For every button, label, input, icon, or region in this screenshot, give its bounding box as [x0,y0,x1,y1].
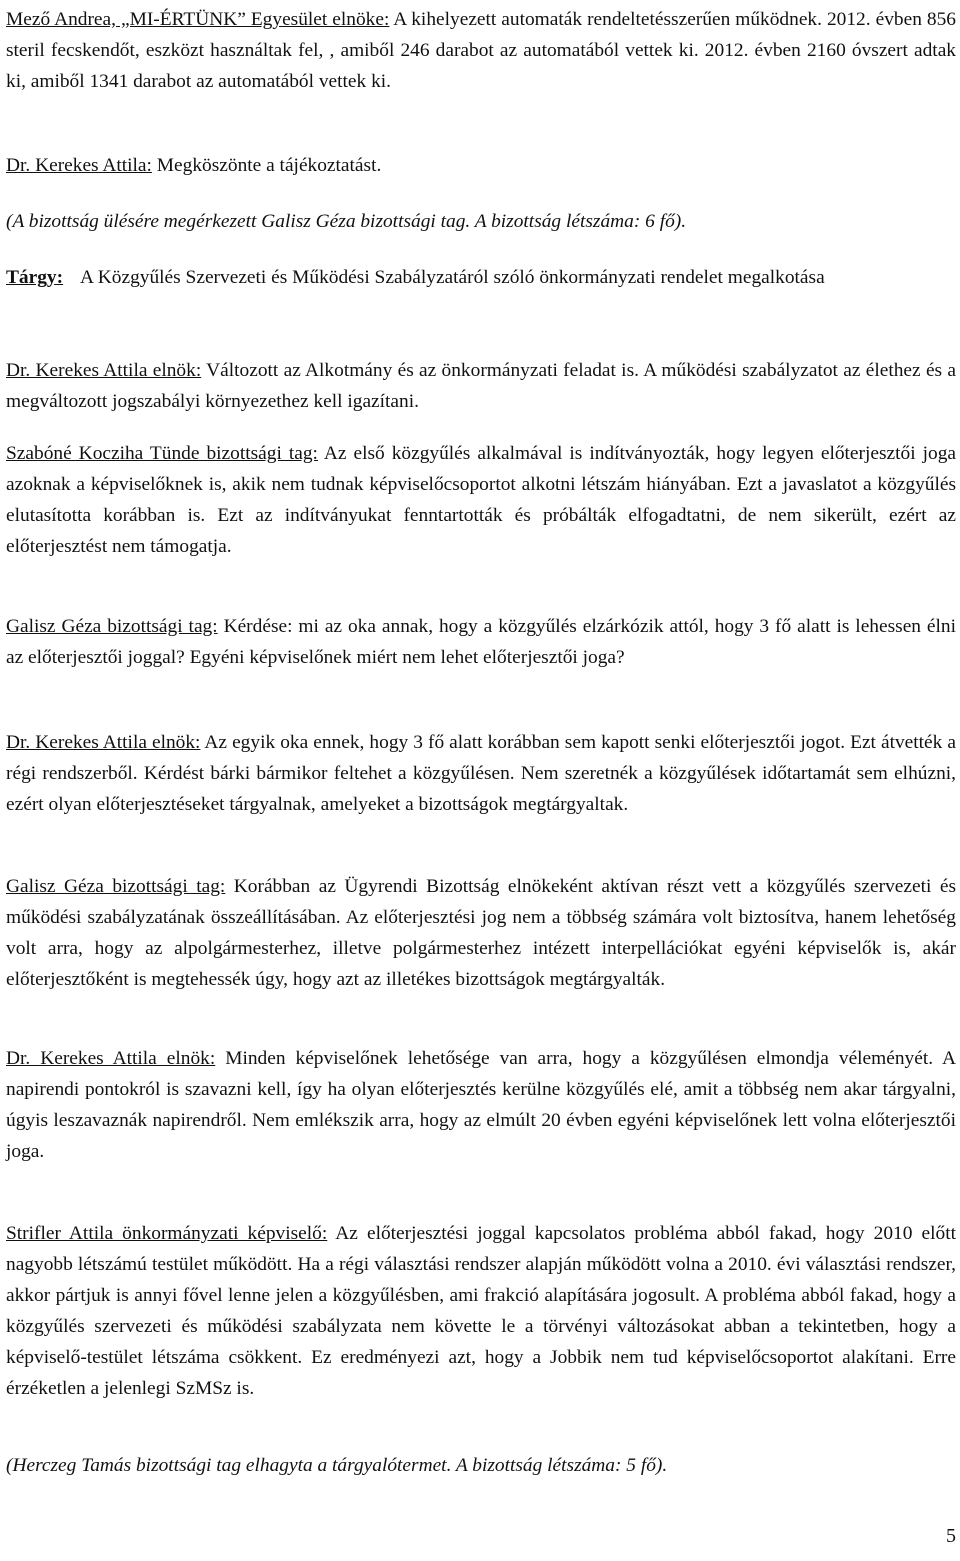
paragraph-kerekes-2 [6,727,956,820]
paragraph-text: Az egyik oka ennek, hogy 3 fő alatt korábban sem kapott senki előterjesztői jogot. Ezt átvették a régi rendszerből. Kérdést bárki bármikor feltehet a közgyűlésen. Nem szeretnék a közgyűlések időtartamát sem elhúzni, ezért olyan előterjesztéseket tárgyalnak, amelyeket a bizottságok megtárgyaltak. [6,732,956,815]
paragraph-text: Az első közgyűlés alkalmával is indítványozták, hogy legyen előterjesztői joga azoknak a képviselőknek is, akik nem tudnak képviselőcsoportot alkotni létszám hiányában. Ezt a javaslatot a közgyűlés elutasította korábban is. Ezt az indítványukat fenntartották és próbálták elfogadtatni, de nem sikerült, ezért az előterjesztést nem támogatja. [6,443,956,557]
attendance-note: (A bizottság ülésére megérkezett Galisz Géza bizottsági tag. A bizottság létszáma: 6 fő). [6,211,687,232]
speaker-label: Dr. Kerekes Attila: [6,155,152,176]
speaker-label: Szabóné Kocziha Tünde bizottsági tag: [6,443,318,464]
speaker-label: Dr. Kerekes Attila elnök: [6,732,201,753]
paragraph-text: Korábban az Ügyrendi Bizottság elnökeként aktívan részt vett a közgyűlés szervezeti és működési szabályzatának összeállításában. Az előterjesztési jog nem a többség számára volt biztosítva, hanem lehetőség volt arra, hogy az alpolgármesterhez, illetve polgármesterhez intézett interpellációkat egyéni képviselők is, akár előterjesztőként is megtehessék úgy, hogy azt az illetékes bizottságok megtárgyalták. [6,876,956,990]
paragraph-mezo [6,4,956,97]
paragraph-strifler [6,1218,956,1404]
paragraph-text: Kérdése: mi az oka annak, hogy a közgyűlés elzárkózik attól, hogy 3 fő alatt is lehessen élni az előterjesztői joggal? Egyéni képviselőnek miért nem lehet előterjesztői joga? [6,616,957,668]
paragraph-kerekes-thanks [6,150,956,181]
paragraph-text: Változott az Alkotmány és az önkormányzati feladat is. A működési szabályzatot az élethez és a megváltozott jogszabályi környezethez kell igazítani. [6,360,956,412]
agenda-subject [6,262,956,293]
paragraph-text: A kihelyezett automaták rendeltetésszerűen működnek. 2012. évben 856 steril fecskendőt, eszközt használtak fel, , amiből 246 darabot az automatából vettek ki. 2012. évben 2160 óvszert adtak ki, amiből 1341 darabot az automatából vettek ki. [6,9,956,92]
paragraph-text: Megköszönte a tájékoztatást. [151,155,382,176]
paragraph-galisz-2 [6,871,956,995]
speaker-label: Dr. Kerekes Attila elnök: [6,360,202,381]
subject-text: A Közgyűlés Szervezeti és Működési Szabályzatáról szóló önkormányzati rendelet megalkotása [80,267,825,288]
subject-label: Tárgy: [6,267,64,288]
page-number: 5 [946,1525,956,1547]
paragraph-text: Az előterjesztési joggal kapcsolatos probléma abból fakad, hogy 2010 előtt nagyobb létszámú testület működött. Ha a régi választási rendszer alapján működött volna a 2010. évi választási rendszer, akkor pártjuk is annyi fővel lenne jelen a közgyűlésben, ami frakció alapítására jogosult. A probléma abból fakad, hogy a közgyűlés szervezeti és működési szabályzata nem követte le a törvényi változásokat abban a tekintetben, hogy a képviselő-testület létszáma csökkent. Ez eredményezi azt, hogy a Jobbik nem tud képviselőcsoportot alakítani. Erre érzéketlen a jelenlegi SzMSz is. [6,1223,956,1399]
speaker-label: Strifler Attila önkormányzati képviselő: [6,1223,328,1244]
paragraph-text: Minden képviselőnek lehetősége van arra, hogy a közgyűlésen elmondja véleményét. A napirendi pontokról is szavazni kell, így ha olyan előterjesztés kerülne közgyűlés elé, amit a többség nem akar tárgyalni, úgyis leszavaznák napirendről. Nem emlékszik arra, hogy az elmúlt 20 évben egyéni képviselőnek lett volna előterjesztői joga. [6,1048,956,1162]
speaker-label: Mező Andrea, „MI-ÉRTÜNK” Egyesület elnöke: [6,9,390,30]
paragraph-kerekes-3 [6,1043,956,1167]
paragraph-kerekes-1 [6,355,956,417]
speaker-label: Galisz Géza bizottsági tag: [6,876,226,897]
paragraph-szabone [6,438,956,562]
paragraph-galisz-1 [6,611,956,673]
speaker-label: Galisz Géza bizottsági tag: [6,616,218,637]
speaker-label: Dr. Kerekes Attila elnök: [6,1048,216,1069]
departure-note: (Herczeg Tamás bizottsági tag elhagyta a tárgyalótermet. A bizottság létszáma: 5 fő). [6,1455,668,1476]
